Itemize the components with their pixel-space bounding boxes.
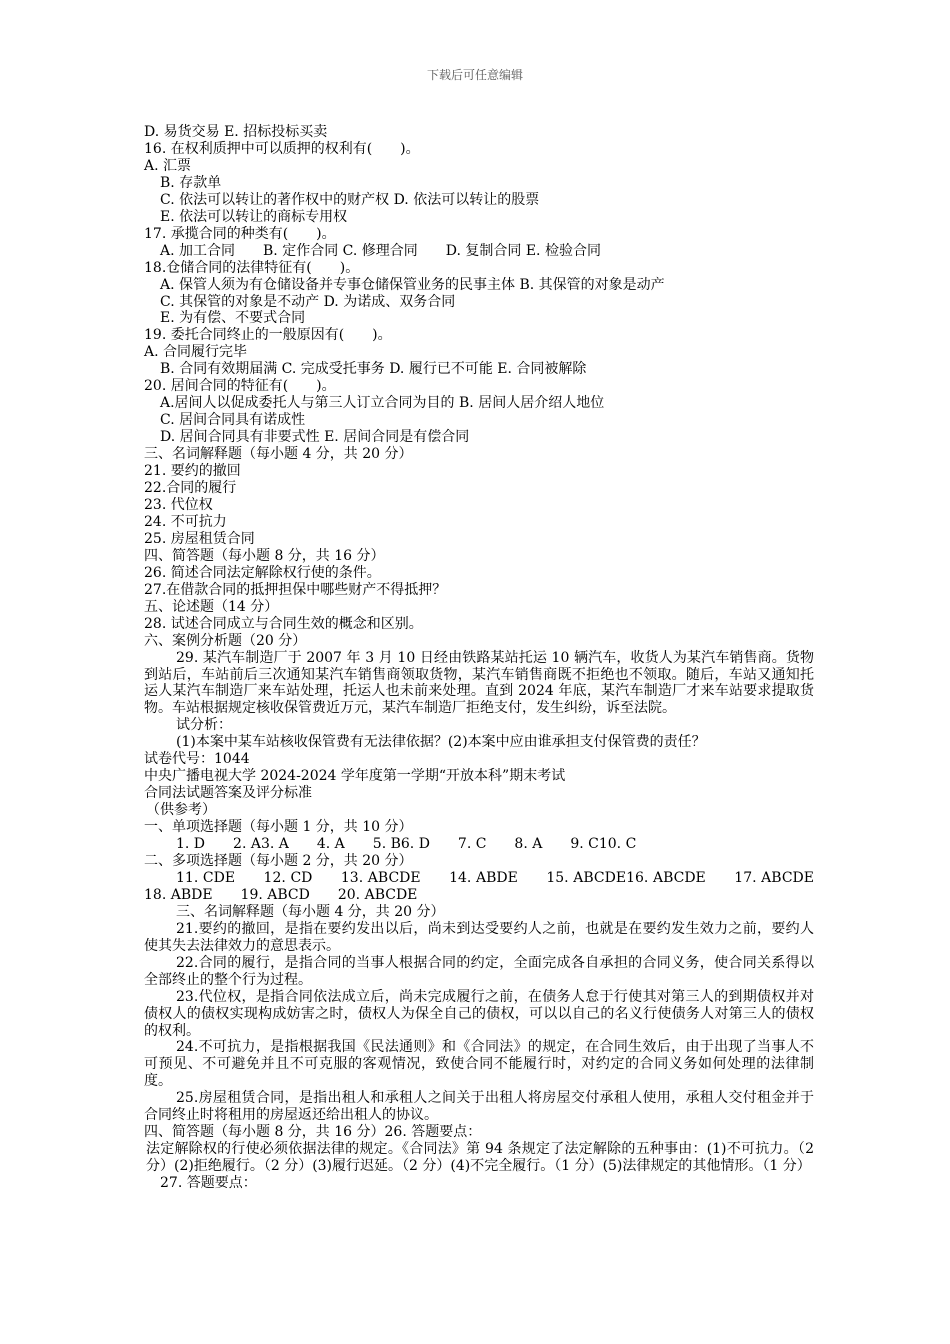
text-line: 四、简答题（每小题 8 分，共 16 分） bbox=[144, 547, 385, 564]
text-line: 19. 委托合同终止的一般原因有( )。 bbox=[144, 327, 392, 344]
page-header: 下载后可任意编辑 bbox=[426, 68, 523, 82]
answer-22: 22.合同的履行，是指合同的当事人根据合同的约定，全面完成各自承担的合同义务，使合同关系得以全部终止的整个行为过程。 bbox=[144, 954, 814, 988]
answers-header-block bbox=[144, 717, 814, 870]
text-line: A. 保管人须为有仓储设备并专事仓储保管业务的民事主体 B. 其保管的对象是动产 bbox=[160, 276, 665, 293]
text-line: E. 依法可以转让的商标专用权 bbox=[160, 208, 348, 225]
text-line: 18.仓储合同的法律特征有( )。 bbox=[144, 259, 360, 276]
text-line: 20. 居间合同的特征有( )。 bbox=[144, 378, 336, 395]
text-line: 1. D 2. A3. A 4. A 5. B6. D 7. C 8. A 9. C10. C bbox=[176, 836, 637, 853]
questions-block bbox=[144, 124, 814, 650]
text-line: 28. 试述合同成立与合同生效的概念和区别。 bbox=[144, 615, 423, 632]
text-line: D. 易货交易 E. 招标投标买卖 bbox=[144, 124, 328, 140]
answer-26: 法定解除权的行使必须依据法律的规定。《合同法》第 94 条规定了法定解除的五种事由：(1)不可抗力。（2 分）(2)拒绝履行。（2 分）(3)履行迟延。（2 分）(4)不完全履行。（1 分）(5)法律规定的其他情形。（1 分） bbox=[146, 1141, 814, 1175]
answer-21: 21.要约的撤回，是指在要约发出以后，尚未到达受要约人之前，也就是在要约发生效力之前，要约人使其失去法律效力的意思表示。 bbox=[144, 920, 814, 954]
text-line: 中央广播电视大学 2024-2024 学年度第一学期“开放本科”期末考试 bbox=[144, 768, 566, 785]
text-line: A. 汇票 bbox=[144, 157, 192, 174]
section-3-heading: 三、名词解释题（每小题 4 分，共 20 分） bbox=[176, 903, 445, 920]
text-line: 26. 简述合同法定解除权行使的条件。 bbox=[144, 564, 381, 581]
text-line: 24. 不可抗力 bbox=[144, 513, 227, 530]
text-line: A.居间人以促成委托人与第三人订立合同为目的 B. 居间人居介绍人地位 bbox=[160, 395, 605, 412]
text-line: A. 加工合同 B. 定作合同 C. 修理合同 D. 复制合同 E. 检验合同 bbox=[160, 242, 601, 259]
text-line: 合同法试题答案及评分标准 bbox=[144, 785, 312, 802]
answer-25: 25.房屋租赁合同，是指出租人和承租人之间关于出租人将房屋交付承租人使用，承租人交付租金并于合同终止时将租用的房屋返还给出租人的协议。 bbox=[144, 1090, 814, 1124]
multiple-choice-answers: 11. CDE 12. CD 13. ABCDE 14. ABDE 15. ABCDE16. ABCDE 17. ABCDE 18. ABDE 19. ABCD 20. ABCDE bbox=[144, 869, 842, 903]
text-line: 二、多项选择题（每小题 2 分，共 20 分） bbox=[144, 852, 413, 869]
text-line: 22.合同的履行 bbox=[144, 480, 237, 497]
answer-27-heading: 27. 答题要点： bbox=[160, 1175, 257, 1192]
text-line: 六、案例分析题（20 分） bbox=[144, 632, 307, 649]
text-line: B. 存款单 bbox=[160, 174, 222, 191]
text-line: 23. 代位权 bbox=[144, 496, 213, 513]
text-line: 25. 房屋租赁合同 bbox=[144, 530, 255, 547]
text-line: 一、单项选择题（每小题 1 分，共 10 分） bbox=[144, 819, 413, 836]
text-line: (1)本案中某车站核收保管费有无法律依据？(2)本案中应由谁承担支付保管费的责任？ bbox=[176, 734, 706, 751]
text-line: （供参考） bbox=[146, 802, 216, 819]
text-line: D. 居间合同具有非要式性 E. 居间合同是有偿合同 bbox=[160, 429, 470, 446]
answer-23: 23.代位权，是指合同依法成立后，尚未完成履行之前，在债务人怠于行使其对第三人的到期债权并对债权人的债权实现构成妨害之时，债权人为保全自己的债权，可以以自己的名义行使债务人对第三人的债权的权利。 bbox=[144, 988, 814, 1039]
document-body bbox=[144, 124, 842, 1192]
text-line: 16. 在权利质押中可以质押的权利有( )。 bbox=[144, 140, 420, 157]
text-line: 三、名词解释题（每小题 4 分，共 20 分） bbox=[144, 446, 413, 463]
answer-24: 24.不可抗力，是指根据我国《民法通则》和《合同法》的规定，在合同生效后，由于出现了当事人不可预见、不可避免并且不可克服的客观情况，致使合同不能履行时，对约定的合同义务如何处理的法律制度。 bbox=[144, 1039, 814, 1090]
text-line: 21. 要约的撤回 bbox=[144, 463, 241, 480]
text-line: A. 合同履行完毕 bbox=[144, 344, 248, 361]
text-line: C. 依法可以转让的著作权中的财产权 D. 依法可以转让的股票 bbox=[160, 191, 540, 208]
text-line: C. 其保管的对象是不动产 D. 为诺成、双务合同 bbox=[160, 293, 456, 310]
text-line: B. 合同有效期届满 C. 完成受托事务 D. 履行已不可能 E. 合同被解除 bbox=[160, 361, 587, 378]
text-line: E. 为有偿、不要式合同 bbox=[160, 310, 306, 327]
text-line: C. 居间合同具有诺成性 bbox=[160, 412, 306, 429]
text-line: 五、论述题（14 分） bbox=[144, 598, 279, 615]
text-line: 17. 承揽合同的种类有( )。 bbox=[144, 225, 336, 242]
section-4-heading: 四、简答题（每小题 8 分，共 16 分）26. 答题要点： bbox=[144, 1124, 482, 1141]
text-line: 试分析： bbox=[176, 717, 232, 734]
case-paragraph: 29. 某汽车制造厂于 2007 年 3 月 10 日经由铁路某站托运 10 辆汽车，收货人为某汽车销售商。货物到站后，车站前后三次通知某汽车销售商领取货物，某汽车销售商既不拒绝也不领取。随后，车站又通知托运人某汽车制造厂来车站处理，托运人也未前来处理。直到 2024 年底，某汽车制造厂才来车站要求提取货物。车站根据规定核收保管费近万元，某汽车制造厂拒绝支付，发生纠纷，诉至法院。 bbox=[144, 649, 814, 717]
text-line: 试卷代号：1044 bbox=[144, 751, 250, 768]
text-line: 27.在借款合同的抵押担保中哪些财产不得抵押？ bbox=[144, 581, 447, 598]
